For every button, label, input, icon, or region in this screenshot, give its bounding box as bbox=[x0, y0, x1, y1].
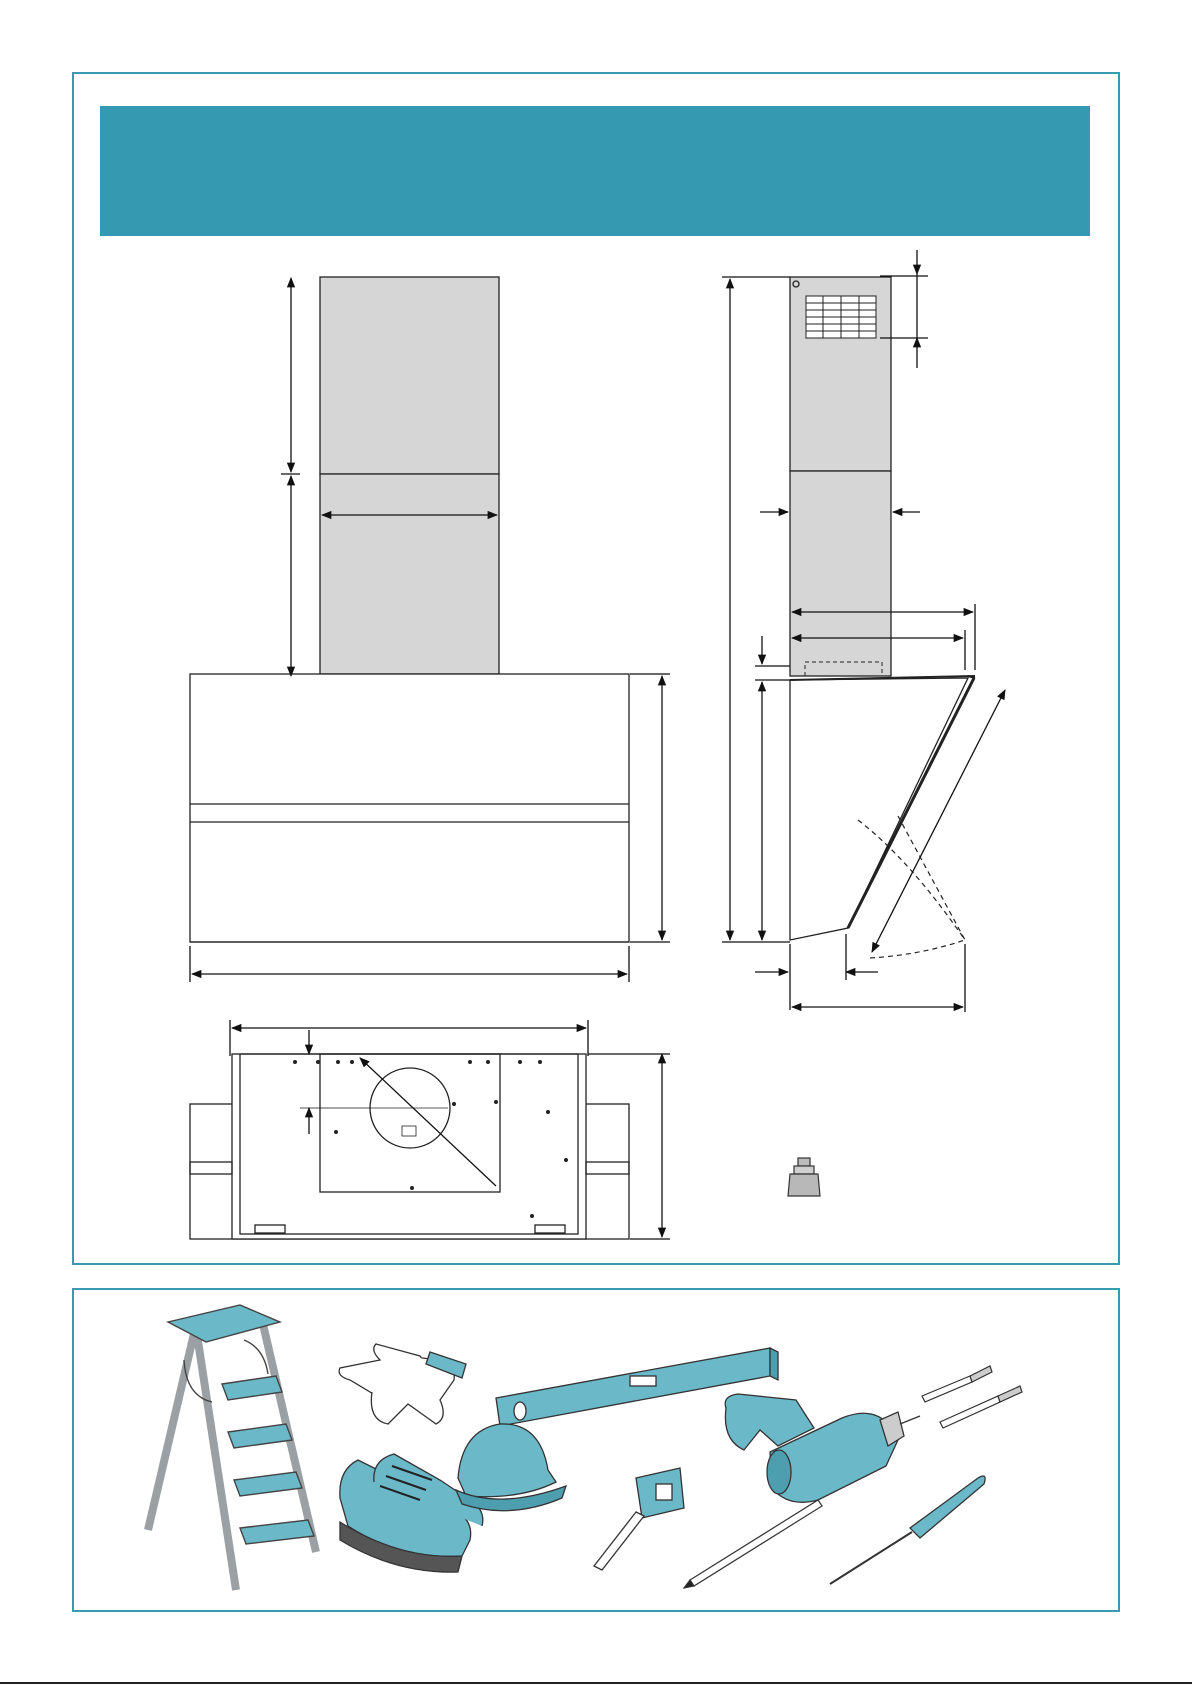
page-footer-rule bbox=[0, 1682, 1192, 1684]
hard-hat-icon bbox=[456, 1424, 566, 1511]
side-chimney-lower bbox=[790, 471, 891, 676]
top-view-drawing bbox=[190, 1054, 629, 1239]
front-hood-body bbox=[190, 674, 629, 942]
side-hood-body bbox=[790, 678, 968, 940]
stepladder-icon bbox=[148, 1305, 316, 1590]
drill-bits-icon bbox=[922, 1366, 1022, 1428]
front-chimney-upper bbox=[320, 277, 499, 474]
tape-measure-icon bbox=[594, 1468, 684, 1570]
vent-grille bbox=[806, 296, 876, 338]
work-gloves-icon bbox=[339, 1344, 466, 1424]
side-view-drawing bbox=[790, 277, 975, 958]
front-view-drawing bbox=[190, 277, 629, 942]
power-drill-icon bbox=[725, 1394, 920, 1502]
weight-icon bbox=[788, 1158, 820, 1196]
front-chimney-lower bbox=[320, 474, 499, 674]
pencil-icon bbox=[684, 1500, 822, 1588]
screwdriver-icon bbox=[830, 1476, 985, 1584]
